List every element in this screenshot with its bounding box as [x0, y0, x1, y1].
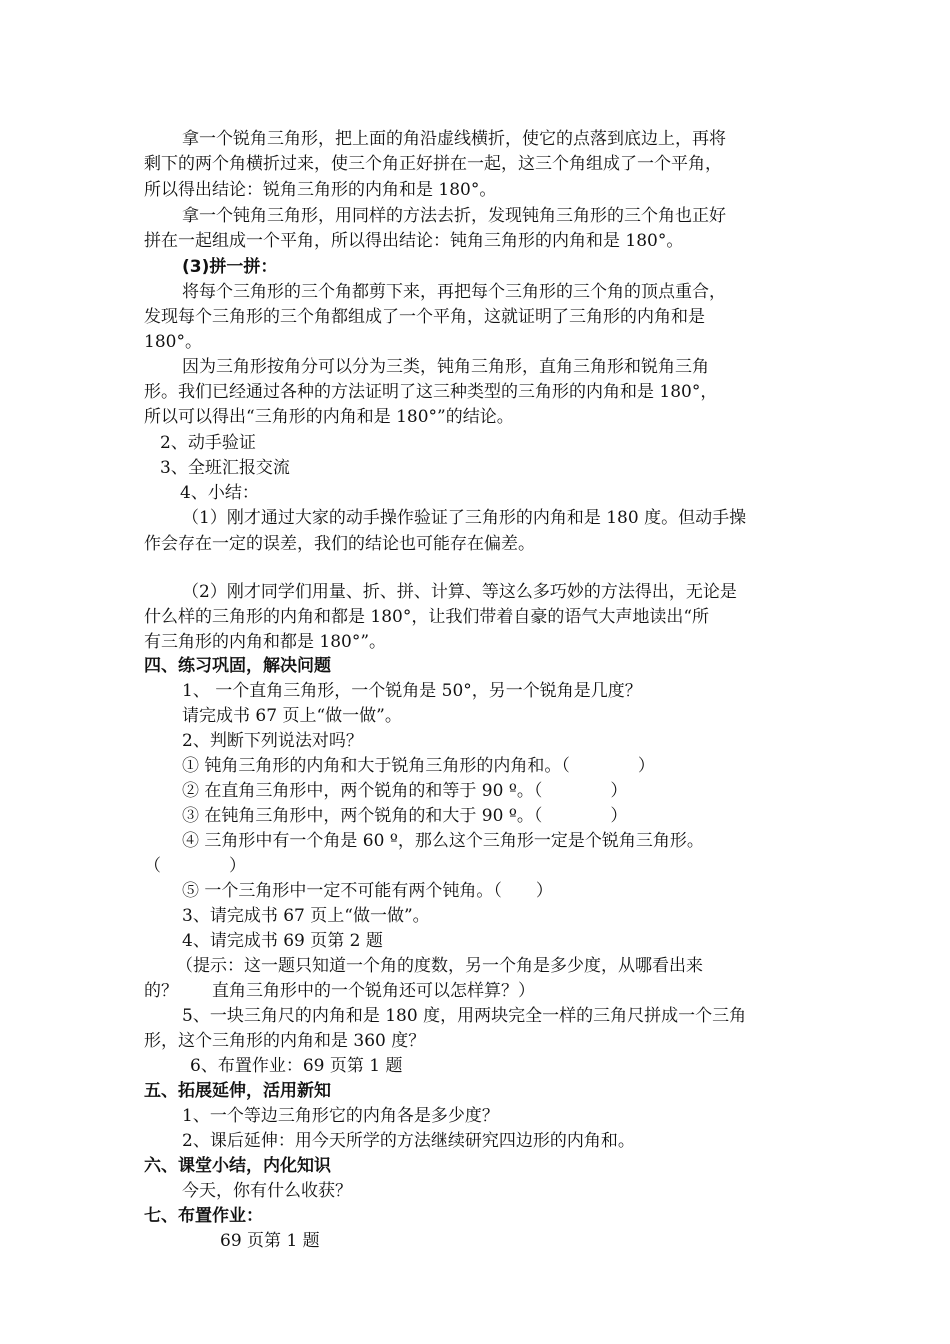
paragraph-line: 将每个三角形的三个角都剪下来，再把每个三角形的三个角的顶点重合， [182, 282, 726, 302]
paragraph-line: 拿一个锐角三角形，把上面的角沿虚线横折，使它的点落到底边上，再将 [182, 129, 726, 149]
section-heading: 四、练习巩固，解决问题 [144, 656, 331, 676]
paragraph-line: 什么样的三角形的内角和都是 180°，让我们带着自豪的语气大声地读出“所 [144, 607, 710, 627]
list-item: 4、小结： [180, 483, 259, 503]
list-item: ④ 三角形中有一个角是 60 º，那么这个三角形一定是个锐角三角形。 [182, 831, 704, 851]
list-item: 2、课后延伸：用今天所学的方法继续研究四边形的内角和。 [182, 1131, 635, 1151]
list-item: 5、一块三角尺的内角和是 180 度，用两块完全一样的三角尺拼成一个三角 [182, 1006, 747, 1026]
list-item: ③ 在钝角三角形中，两个锐角的和大于 90 º。（ ） [182, 806, 628, 826]
section-heading: 七、布置作业： [144, 1206, 263, 1226]
list-item: 2、动手验证 [160, 433, 256, 453]
paragraph-line: （ ） [144, 856, 246, 876]
paragraph-line: 所以可以得出“三角形的内角和是 180°”的结论。 [144, 407, 514, 427]
list-item: 3、请完成书 67 页上“做一做”。 [182, 906, 430, 926]
list-item: ① 钝角三角形的内角和大于锐角三角形的内角和。（ ） [182, 756, 655, 776]
paragraph-line: 剩下的两个角横折过来，使三个角正好拼在一起，这三个角组成了一个平角， [144, 154, 722, 174]
list-item: 2、判断下列说法对吗？ [182, 731, 363, 751]
paragraph-line: 因为三角形按角分可以分为三类，钝角三角形，直角三角形和锐角三角 [182, 357, 709, 377]
sub-heading: (3)拼一拼： [182, 257, 278, 277]
paragraph-line: 拿一个钝角三角形，用同样的方法去折，发现钝角三角形的三个角也正好 [182, 206, 726, 226]
paragraph-line: 请完成书 67 页上“做一做”。 [182, 706, 402, 726]
section-heading: 六、课堂小结，内化知识 [144, 1156, 331, 1176]
paragraph-line: 的？ 直角三角形中的一个锐角还可以怎样算？） [144, 981, 535, 1001]
paragraph-line: 今天，你有什么收获？ [182, 1181, 352, 1201]
list-item: 3、全班汇报交流 [160, 458, 290, 478]
paragraph-line: （1）刚才通过大家的动手操作验证了三角形的内角和是 180 度。但动手操 [182, 508, 747, 528]
paragraph-line: 所以得出结论：锐角三角形的内角和是 180°。 [144, 180, 497, 200]
list-item: ② 在直角三角形中，两个锐角的和等于 90 º。（ ） [182, 781, 628, 801]
paragraph-line: 发现每个三角形的三个角都组成了一个平角，这就证明了三角形的内角和是 [144, 307, 705, 327]
section-heading: 五、拓展延伸，活用新知 [144, 1081, 331, 1101]
list-item: 1、 一个直角三角形，一个锐角是 50°，另一个锐角是几度？ [182, 681, 642, 701]
list-item: 1、一个等边三角形它的内角各是多少度？ [182, 1106, 499, 1126]
list-item: 4、请完成书 69 页第 2 题 [182, 931, 383, 951]
paragraph-line: （提示：这一题只知道一个角的度数，另一个角是多少度，从哪看出来 [176, 956, 703, 976]
paragraph-line: 作会存在一定的误差，我们的结论也可能存在偏差。 [144, 534, 535, 554]
list-item: 6、布置作业：69 页第 1 题 [190, 1056, 403, 1076]
paragraph-line: 180°。 [144, 332, 202, 352]
paragraph-line: 形。我们已经通过各种的方法证明了这三种类型的三角形的内角和是 180°， [144, 382, 718, 402]
paragraph-line: 形，这个三角形的内角和是 360 度？ [144, 1031, 426, 1051]
paragraph-line: 拼在一起组成一个平角，所以得出结论：钝角三角形的内角和是 180°。 [144, 231, 684, 251]
paragraph-line: 有三角形的内角和都是 180°”。 [144, 632, 387, 652]
list-item: ⑤ 一个三角形中一定不可能有两个钝角。（ ） [182, 881, 553, 901]
paragraph-line: 69 页第 1 题 [220, 1231, 320, 1251]
paragraph-line: （2）刚才同学们用量、折、拼、计算、等这么多巧妙的方法得出，无论是 [182, 582, 737, 602]
